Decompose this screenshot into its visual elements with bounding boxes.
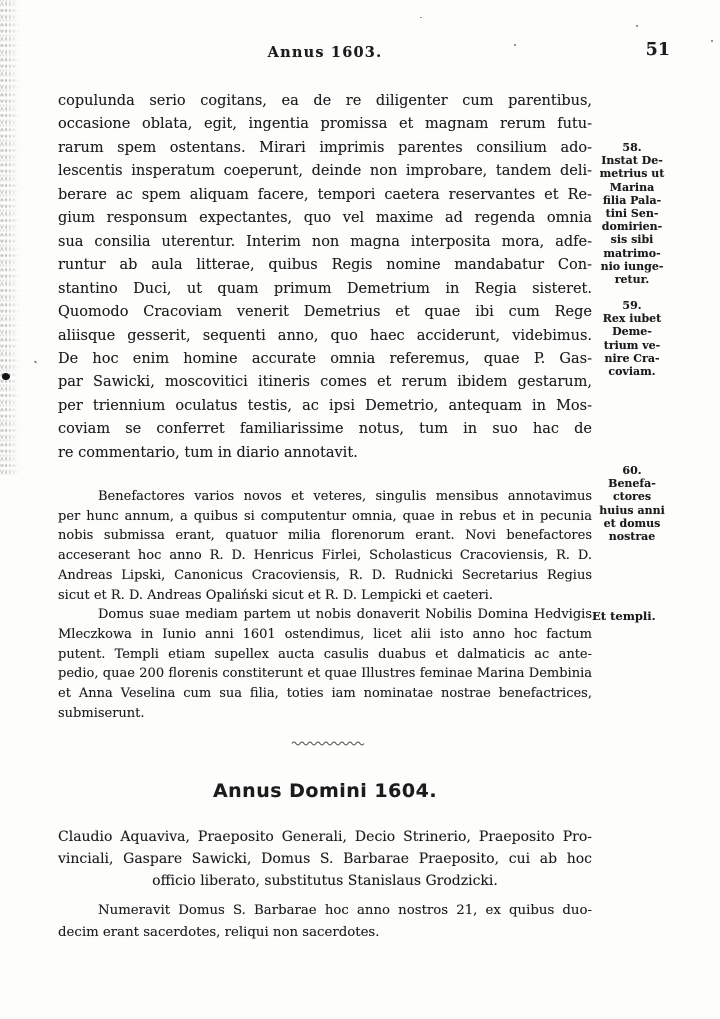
ink-blot [2, 373, 10, 380]
paragraph-1603-main [58, 90, 592, 465]
text-line: trium ve- [603, 338, 661, 352]
text-line: filia Pala- [602, 193, 662, 207]
text-line: sicut et R. D. Andreas Opaliński sicut et R. D. Lempicki et caeteri. [58, 587, 493, 603]
scan-speck [636, 25, 638, 27]
text-line: Mleczkowa in Iunio anni 1601 ostendimus, licet alii isto anno hoc factum [58, 626, 592, 642]
text-line: Domus suae mediam partem ut nobis donaverit Nobilis Domina Hedvigis [98, 607, 592, 622]
text-line: coviam. [608, 365, 656, 379]
text-line: officio liberato, substitutus Stanislaus Grodzicki. [152, 872, 498, 889]
margin-note-58 [588, 141, 676, 286]
text-line: Instat De- [601, 154, 663, 168]
margin-note-60 [588, 464, 676, 543]
text-line: Numeravit Domus S. Barbarae hoc anno nostros 21, ex quibus duo- [98, 903, 592, 918]
text-line: runtur ab aula litterae, quibus Regis nomine mandabatur Con- [58, 257, 592, 274]
text-line: De hoc enim homine accurate omnia referemus, quae P. Gas- [58, 350, 592, 367]
text-line: gium responsum expectantes, quo vel maxime ad regenda omnia [58, 210, 592, 227]
margin-note-59 [588, 299, 676, 378]
text-line: per hunc annum, a quibus si computentur omnia, quae in rebus et in pecunia [58, 508, 592, 524]
text-line: submiserunt. [58, 705, 145, 721]
paragraph-benefactores [58, 487, 592, 605]
text-line: Rex iubet [602, 312, 662, 326]
text-line: sua consilia uterentur. Interim non magna interposita mora, adfe- [58, 233, 592, 250]
text-line: pedio, quae 200 florenis constiterunt et quae Illustres feminae Marina Dembinia [58, 666, 592, 682]
text-line: re commentario, tum in diario annotavit. [58, 444, 358, 461]
text-line: putent. Templi etiam supellex aucta casulis duabus et dalmaticis ac ante- [58, 646, 592, 662]
text-line: stantino Duci, ut quam primum Demetrium in Regia sisteret. [58, 280, 592, 297]
text-line: par Sawicki, moscovitici itineris comes et rerum ibidem gestarum, [58, 374, 592, 391]
text-line: copulunda serio cogitans, ea de re diligenter cum parentibus, [58, 93, 592, 109]
page-number: 51 [645, 40, 670, 60]
text-line: nobis submissa erant, quatuor milia florenorum erant. Novi benefactores [58, 528, 592, 544]
text-line: matrimo- [603, 246, 661, 260]
text-line: Marina [609, 180, 655, 194]
margin-note-et-templi [592, 610, 712, 623]
text-line: Et templi. [592, 609, 656, 623]
text-line: tini Sen- [605, 207, 659, 221]
scan-speck [34, 360, 38, 363]
text-line: 59. [622, 299, 642, 312]
text-line: nio iunge- [600, 259, 664, 273]
text-line: Andreas Lipski, Canonicus Cracoviensis, R. D. Rudnicki Secretarius Regius [58, 567, 592, 583]
text-line: 58. [622, 141, 642, 154]
text-line: ctores [612, 490, 652, 504]
text-line: et Anna Veselina cum sua filia, toties iam nominatae nostrae benefactrices, [58, 686, 592, 702]
scan-speck [711, 40, 713, 42]
text-line: nostrae [608, 530, 656, 544]
text-line: metrius ut [599, 167, 665, 181]
text-line: berare ac spem aliquam facere, tempori caetera reservantes et Re- [58, 186, 592, 203]
text-line: Benefactores varios novos et veteres, singulis mensibus annotavimus [98, 489, 592, 504]
paragraph-numeravit [58, 900, 592, 943]
running-header: Annus 1603. [267, 44, 383, 61]
text-line: aliisque gesserit, sequenti anno, quo haec acciderunt, videbimus. [58, 327, 592, 344]
text-line: coviam se conferret familiarissime notus, tum in suo hac de [58, 421, 592, 438]
scan-noise-band [0, 0, 20, 475]
text-line: acceserant hoc anno R. D. Henricus Firlei, Scholasticus Cracoviensis, R. D. [58, 548, 592, 564]
text-line: 60. [622, 464, 642, 477]
text-line: vinciali, Gaspare Sawicki, Domus S. Barbarae Praeposito, cui ab hoc [58, 850, 592, 867]
text-line: huius anni [599, 503, 665, 517]
text-line: et domus [603, 516, 661, 530]
text-line: per triennium oculatus testis, ac ipsi Demetrio, antequam in Mos- [58, 397, 592, 414]
text-line: Claudio Aquaviva, Praeposito Generali, Decio Strinerio, Praeposito Pro- [58, 829, 592, 845]
text-line: retur. [614, 273, 650, 287]
text-line: Quomodo Cracoviam venerit Demetrius et quae ibi cum Rege [58, 304, 592, 321]
paragraph-domus [58, 605, 592, 724]
paragraph-praepositi [58, 827, 592, 892]
text-line: nire Cra- [604, 351, 660, 365]
text-line: rarum spem ostentans. Mirari imprimis parentes consilium ado- [58, 139, 592, 156]
text-line: occasione oblata, egit, ingentia promissa et magnam rerum futu- [58, 116, 592, 133]
text-line: Deme- [612, 325, 652, 339]
section-heading-1604: Annus Domini 1604. [212, 780, 438, 802]
text-line: Benefa- [608, 477, 656, 491]
wavy-divider-icon [291, 732, 371, 751]
text-line: sis sibi [610, 233, 654, 247]
text-line: decim erant sacerdotes, reliqui non sacerdotes. [58, 924, 380, 940]
text-line: lescentis insperatum coeperunt, deinde non improbare, tandem deli- [58, 163, 592, 180]
scan-speck [420, 17, 422, 18]
text-line: domirien- [601, 220, 663, 234]
